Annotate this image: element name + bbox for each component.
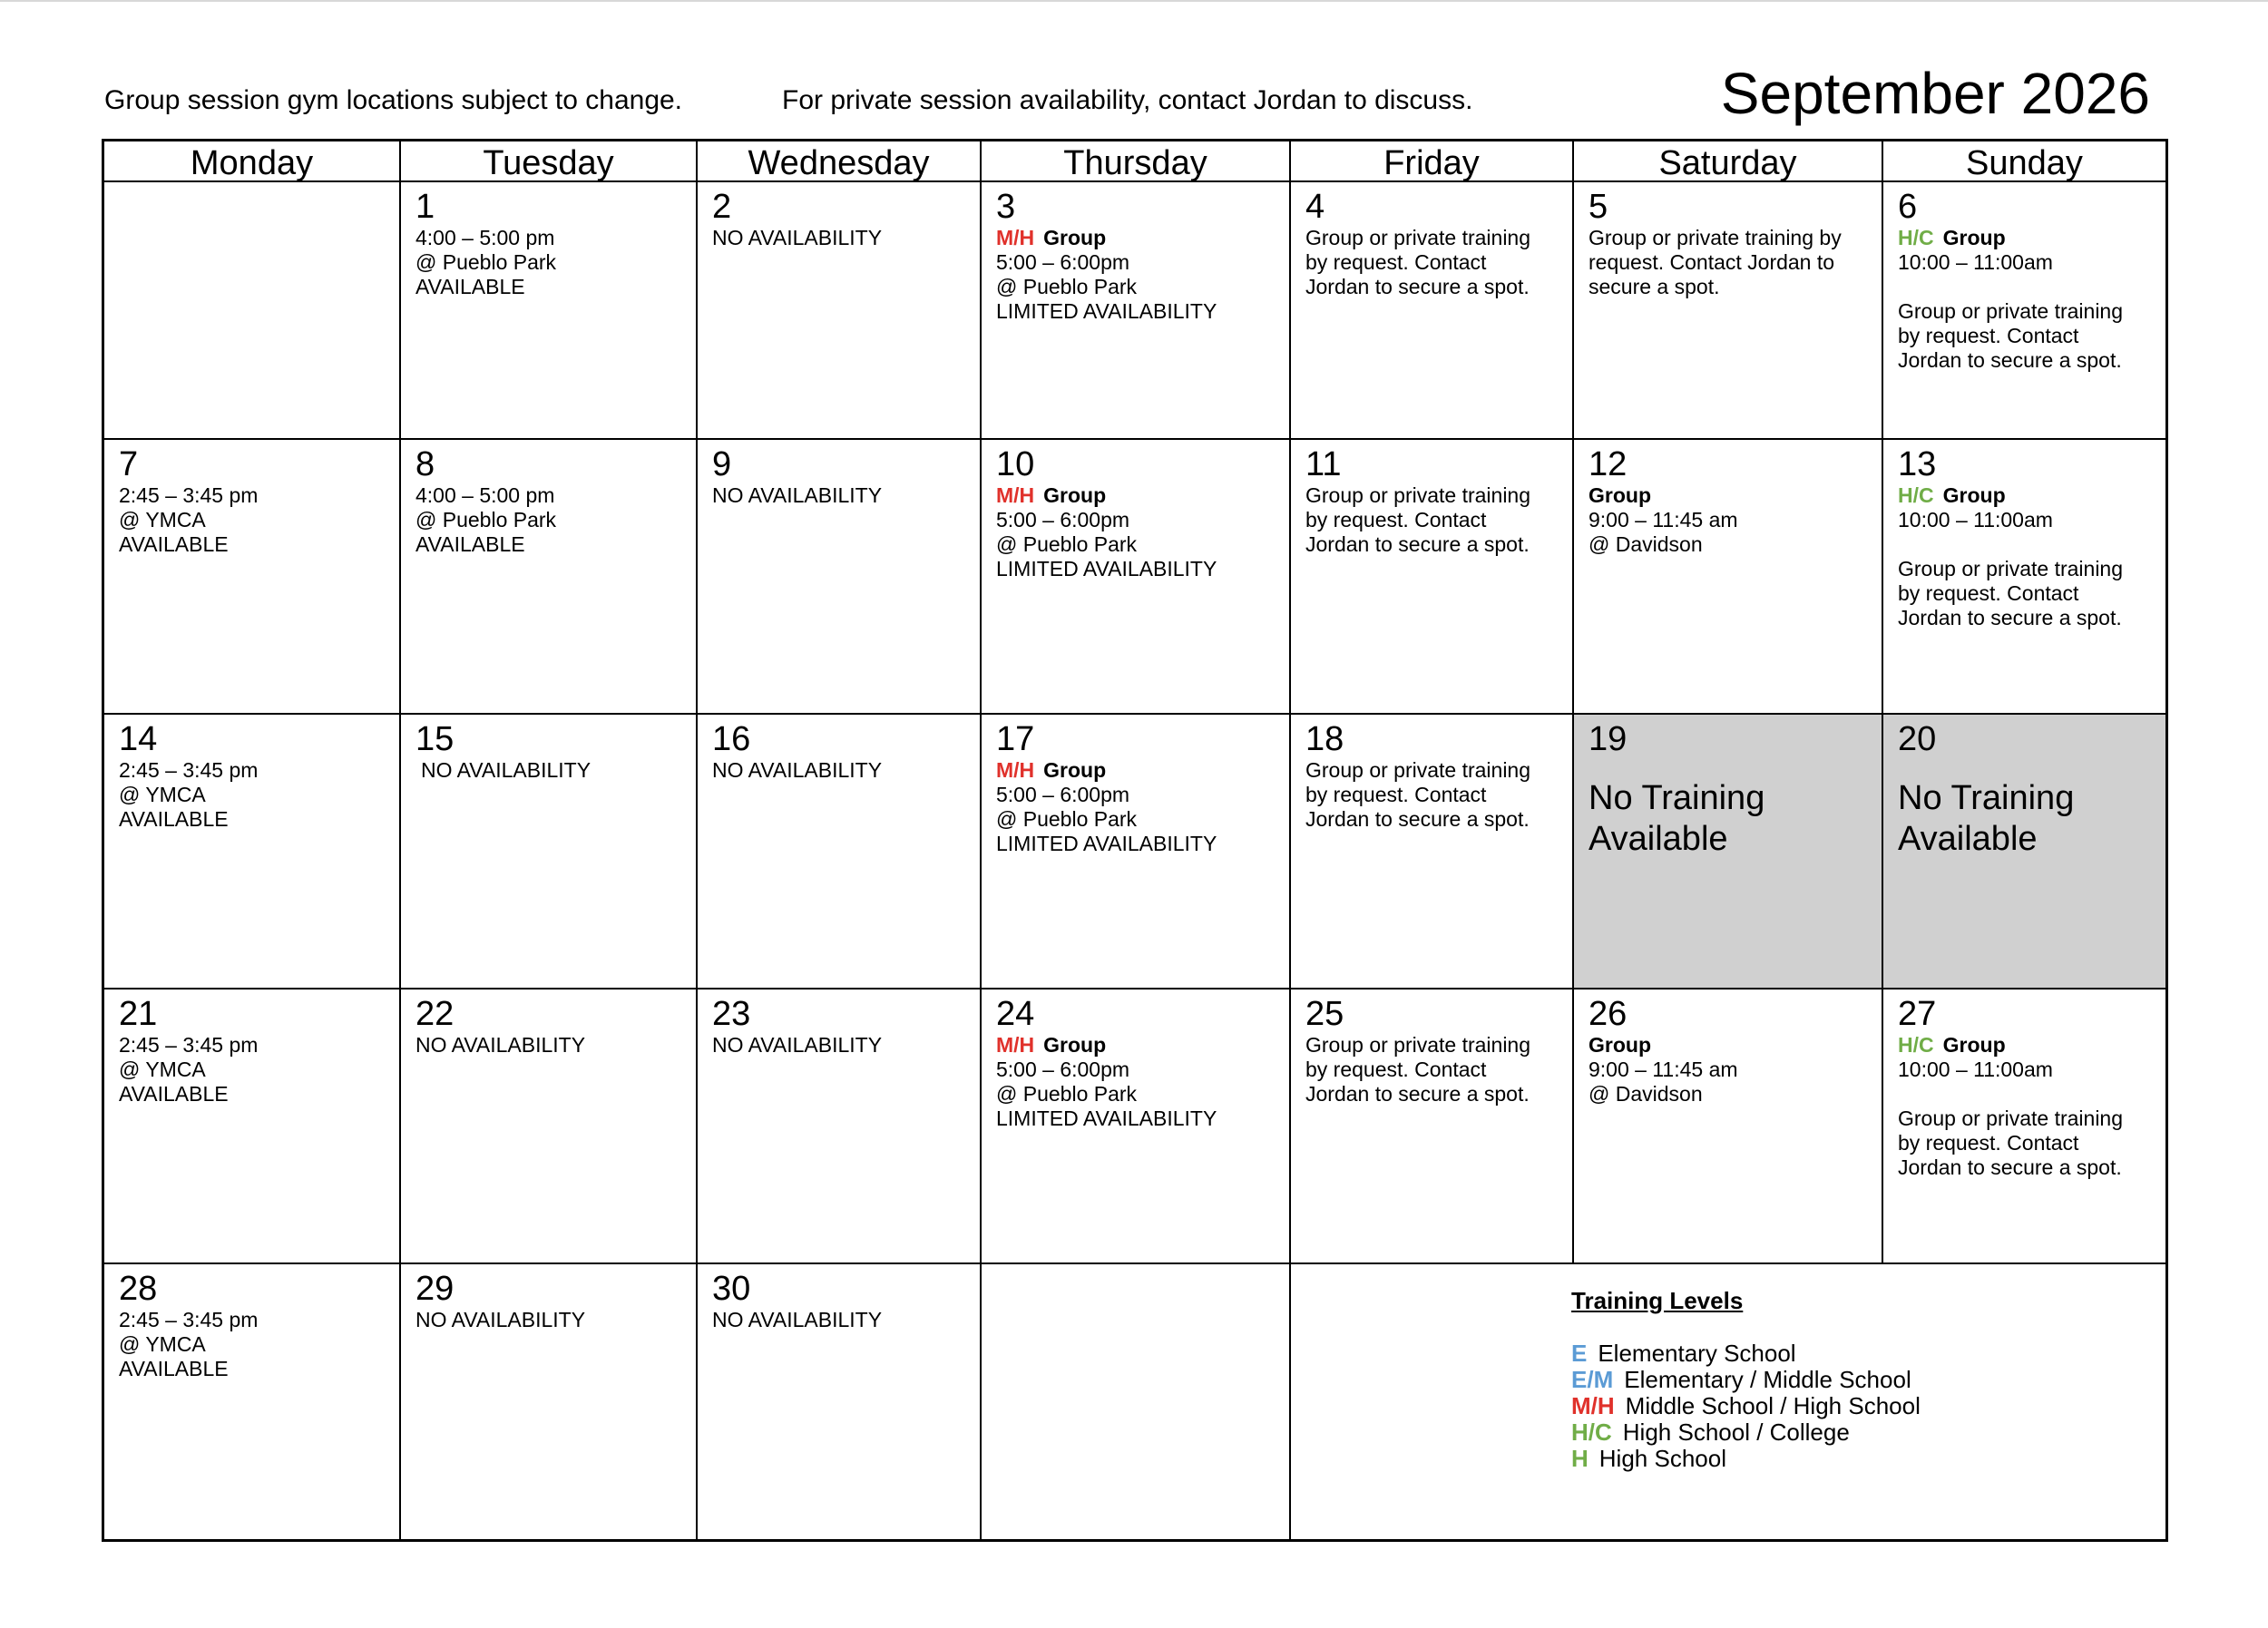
empty-day-cell [982, 1264, 1291, 1539]
day-cell-11 [1291, 440, 1574, 715]
session-detail-line: Jordan to secure a spot. [1898, 606, 2122, 629]
session-detail-line: Group or private training [1898, 1106, 2124, 1130]
session-detail-line: LIMITED AVAILABILITY [996, 1106, 1217, 1130]
day-cell-23 [698, 989, 982, 1264]
legend-level-code: E [1571, 1340, 1588, 1367]
legend-level-code: H [1571, 1445, 1589, 1472]
session-detail-line: LIMITED AVAILABILITY [996, 557, 1217, 580]
day-cell-9 [698, 440, 982, 715]
month-title: September 2026 [1720, 61, 2150, 126]
session-detail-line: Group or private training [1305, 1033, 1531, 1057]
session-group-line [1589, 483, 1882, 508]
group-label: Group [1589, 483, 1651, 507]
weekday-header-wednesday: Wednesday [698, 141, 982, 182]
level-code: M/H [996, 1033, 1035, 1057]
session-detail-line: AVAILABLE [119, 1082, 229, 1106]
day-cell-7 [104, 440, 401, 715]
day-number: 29 [415, 1270, 455, 1308]
day-number: 16 [712, 720, 751, 758]
session-detail-line: NO AVAILABILITY [415, 1033, 586, 1057]
session-detail-line: AVAILABLE [119, 1357, 229, 1380]
session-group-line [996, 226, 1289, 250]
day-cell-3 [982, 182, 1291, 440]
day-number: 24 [996, 995, 1035, 1033]
training-levels-legend [1571, 1288, 1921, 1472]
session-detail-line: 10:00 – 11:00am [1898, 1058, 2053, 1081]
day-cell-8 [401, 440, 698, 715]
session-detail-line: 10:00 – 11:00am [1898, 508, 2053, 531]
day-number: 14 [119, 720, 158, 758]
day-number: 27 [1898, 995, 1937, 1033]
day-cell-14 [104, 715, 401, 989]
session-detail-line: by request. Contact [1305, 250, 1487, 274]
day-cell-22 [401, 989, 698, 1264]
day-cell-27 [1883, 989, 2165, 1264]
top-rule [0, 0, 2268, 2]
day-number: 25 [1305, 995, 1344, 1033]
day-number: 6 [1898, 188, 1918, 226]
session-detail-line: Jordan to secure a spot. [1305, 807, 1530, 831]
session-detail-line: AVAILABLE [415, 532, 525, 556]
group-label: Group [1942, 226, 2006, 249]
session-detail-line: Jordan to secure a spot. [1898, 348, 2122, 372]
legend-level-label: Elementary / Middle School [1624, 1366, 1911, 1393]
day-cell-13 [1883, 440, 2165, 715]
session-detail-line: Jordan to secure a spot. [1898, 1155, 2122, 1179]
legend-title: Training Levels [1571, 1287, 1744, 1314]
session-detail-line: 9:00 – 11:45 am [1589, 1058, 1738, 1081]
day-number: 13 [1898, 445, 1937, 483]
day-cell-1 [401, 182, 698, 440]
day-cell-2 [698, 182, 982, 440]
session-detail-line: by request. Contact [1305, 508, 1487, 531]
day-cell-25 [1291, 989, 1574, 1264]
session-detail-line: NO AVAILABILITY [712, 758, 883, 782]
session-detail-line: AVAILABLE [119, 532, 229, 556]
session-detail-line: Group or private training by [1589, 226, 1842, 249]
session-detail-line: @ Pueblo Park [996, 807, 1138, 831]
session-detail-line: LIMITED AVAILABILITY [996, 299, 1217, 323]
weekday-header-friday: Friday [1291, 141, 1574, 182]
session-detail-line: LIMITED AVAILABILITY [996, 832, 1217, 855]
day-number: 12 [1589, 445, 1628, 483]
group-label: Group [1043, 226, 1107, 249]
session-group-line [1898, 226, 2165, 250]
session-detail-line: 4:00 – 5:00 pm [415, 483, 555, 507]
day-number: 9 [712, 445, 732, 483]
legend-level-code: H/C [1571, 1418, 1612, 1446]
level-code: M/H [996, 483, 1035, 507]
session-group-line [996, 1033, 1289, 1058]
day-number: 8 [415, 445, 435, 483]
day-cell-30 [698, 1264, 982, 1539]
weekday-header-monday: Monday [104, 141, 401, 182]
group-label: Group [1043, 483, 1107, 507]
session-detail-line: @ Pueblo Park [415, 250, 557, 274]
day-number: 4 [1305, 188, 1325, 226]
session-detail-line: @ Davidson [1589, 1082, 1703, 1106]
session-detail-line: @ Davidson [1589, 532, 1703, 556]
weekday-header-tuesday: Tuesday [401, 141, 698, 182]
day-number: 2 [712, 188, 732, 226]
session-detail-line: secure a spot. [1589, 275, 1720, 298]
session-detail-line: Jordan to secure a spot. [1305, 532, 1530, 556]
group-label: Group [1589, 1033, 1651, 1057]
day-cell-5 [1574, 182, 1883, 440]
session-detail-line: AVAILABLE [415, 275, 525, 298]
day-cell-20 [1883, 715, 2165, 989]
session-detail-line: NO AVAILABILITY [415, 1308, 586, 1331]
day-cell-6 [1883, 182, 2165, 440]
day-cell-28 [104, 1264, 401, 1539]
session-group-line [996, 758, 1289, 783]
session-detail-line: NO AVAILABILITY [712, 483, 883, 507]
day-number: 7 [119, 445, 139, 483]
legend-item [1571, 1393, 1921, 1419]
legend-item [1571, 1367, 1921, 1393]
day-cell-10 [982, 440, 1291, 715]
empty-day-cell [104, 182, 401, 440]
session-group-line [1898, 1033, 2165, 1058]
gym-location-note: Group session gym locations subject to change. [104, 85, 683, 115]
session-detail-line: 5:00 – 6:00pm [996, 1058, 1130, 1081]
day-cell-15 [401, 715, 698, 989]
day-cell-16 [698, 715, 982, 989]
day-cell-26 [1574, 989, 1883, 1264]
session-detail-line: 2:45 – 3:45 pm [119, 1033, 259, 1057]
legend-item [1571, 1419, 1921, 1446]
weekday-header-saturday: Saturday [1574, 141, 1883, 182]
legend-item [1571, 1446, 1921, 1472]
day-cell-29 [401, 1264, 698, 1539]
day-cell-17 [982, 715, 1291, 989]
session-detail-line: @ Pueblo Park [996, 532, 1138, 556]
day-cell-21 [104, 989, 401, 1264]
level-code: M/H [996, 226, 1035, 249]
session-detail-line: NO AVAILABILITY [712, 1308, 883, 1331]
legend-level-label: Elementary School [1598, 1340, 1796, 1367]
day-number: 21 [119, 995, 158, 1033]
session-group-line [1589, 1033, 1882, 1058]
weekday-header-sunday: Sunday [1883, 141, 2165, 182]
day-cell-4 [1291, 182, 1574, 440]
day-number: 5 [1589, 188, 1608, 226]
session-detail-line: @ YMCA [119, 1332, 206, 1356]
session-detail-line: @ YMCA [119, 783, 206, 806]
level-code: H/C [1898, 1033, 1934, 1057]
day-number: 28 [119, 1270, 158, 1308]
session-detail-line: Group or private training [1305, 226, 1531, 249]
session-detail-line: Jordan to secure a spot. [1305, 275, 1530, 298]
group-label: Group [1043, 758, 1107, 782]
session-detail-line: by request. Contact [1898, 324, 2079, 347]
group-label: Group [1043, 1033, 1107, 1057]
session-detail-line: Group or private training [1898, 557, 2124, 580]
session-detail-line: 5:00 – 6:00pm [996, 250, 1130, 274]
session-detail-line: NO AVAILABILITY [712, 226, 883, 249]
day-number: 26 [1589, 995, 1628, 1033]
session-detail-line: AVAILABLE [119, 807, 229, 831]
legend-level-label: High School [1598, 1445, 1726, 1472]
session-detail-line: 9:00 – 11:45 am [1589, 508, 1738, 531]
level-code: H/C [1898, 483, 1934, 507]
session-detail-line: 5:00 – 6:00pm [996, 783, 1130, 806]
session-detail-line: 2:45 – 3:45 pm [119, 1308, 259, 1331]
session-detail-line: @ YMCA [119, 1058, 206, 1081]
session-detail-line: @ YMCA [119, 508, 206, 531]
legend-item [1571, 1340, 1921, 1367]
day-number: 1 [415, 188, 435, 226]
day-number: 19 [1589, 720, 1628, 758]
session-group-line [996, 483, 1289, 508]
day-number: 18 [1305, 720, 1344, 758]
day-number: 17 [996, 720, 1035, 758]
session-detail-line: Group or private training [1305, 483, 1531, 507]
day-number: 11 [1305, 445, 1342, 483]
day-number: 10 [996, 445, 1035, 483]
session-detail-line: by request. Contact [1305, 783, 1487, 806]
session-detail-line: by request. Contact [1305, 1058, 1487, 1081]
day-number: 22 [415, 995, 455, 1033]
day-cell-24 [982, 989, 1291, 1264]
legend-level-code: E/M [1571, 1366, 1614, 1393]
day-cell-18 [1291, 715, 1574, 989]
day-number: 30 [712, 1270, 751, 1308]
no-training-text: No Training Available [1589, 779, 1765, 858]
session-detail-line: 2:45 – 3:45 pm [119, 483, 259, 507]
day-number: 3 [996, 188, 1016, 226]
group-label: Group [1942, 1033, 2006, 1057]
day-number: 23 [712, 995, 751, 1033]
group-label: Group [1942, 483, 2006, 507]
session-detail-line: NO AVAILABILITY [712, 1033, 883, 1057]
day-cell-19 [1574, 715, 1883, 989]
session-group-line [1898, 483, 2165, 508]
session-detail-line: 4:00 – 5:00 pm [415, 226, 555, 249]
session-detail-line: request. Contact Jordan to [1589, 250, 1835, 274]
session-detail-line: NO AVAILABILITY [421, 758, 591, 782]
legend-level-label: High School / College [1622, 1418, 1850, 1446]
private-session-note: For private session availability, contact Jordan to discuss. [782, 85, 1473, 115]
day-number: 15 [415, 720, 455, 758]
no-training-text: No Training Available [1898, 779, 2075, 858]
session-detail-line: 2:45 – 3:45 pm [119, 758, 259, 782]
session-detail-line: Jordan to secure a spot. [1305, 1082, 1530, 1106]
session-detail-line: by request. Contact [1898, 1131, 2079, 1155]
session-detail-line: Group or private training [1305, 758, 1531, 782]
session-detail-line: 10:00 – 11:00am [1898, 250, 2053, 274]
day-number: 20 [1898, 720, 1937, 758]
session-detail-line: 5:00 – 6:00pm [996, 508, 1130, 531]
session-detail-line: @ Pueblo Park [996, 275, 1138, 298]
weekday-header-thursday: Thursday [982, 141, 1291, 182]
session-detail-line: @ Pueblo Park [996, 1082, 1138, 1106]
legend-level-code: M/H [1571, 1392, 1615, 1419]
day-cell-12 [1574, 440, 1883, 715]
level-code: H/C [1898, 226, 1934, 249]
legend-level-label: Middle School / High School [1625, 1392, 1921, 1419]
level-code: M/H [996, 758, 1035, 782]
session-detail-line: by request. Contact [1898, 581, 2079, 605]
session-detail-line: Group or private training [1898, 299, 2124, 323]
session-detail-line: @ Pueblo Park [415, 508, 557, 531]
